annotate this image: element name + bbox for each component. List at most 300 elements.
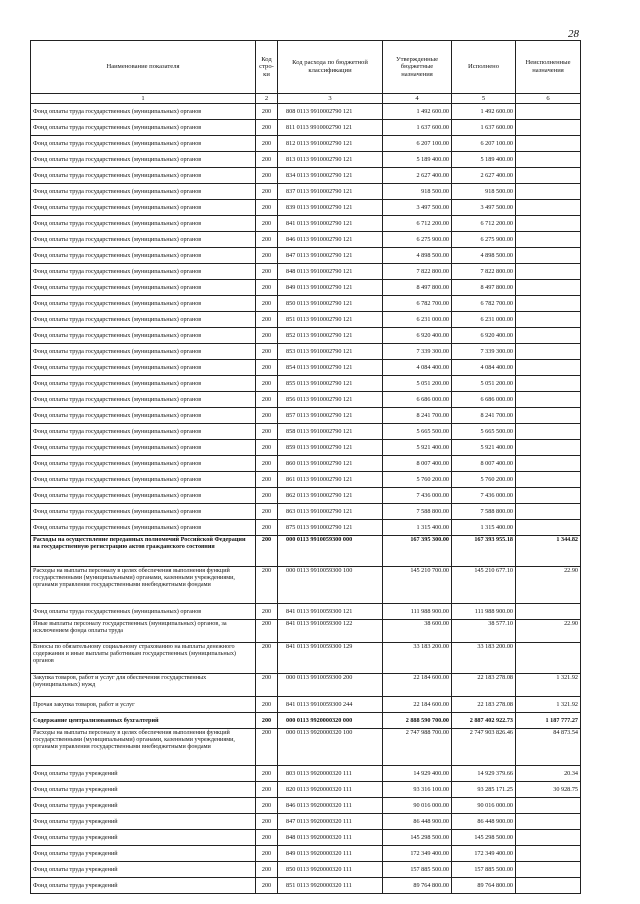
row-unexecuted (516, 862, 581, 878)
row-approved: 167 395 300.00 (383, 536, 452, 567)
row-executed: 7 436 000.00 (452, 488, 516, 504)
row-approved: 2 888 590 700.00 (383, 713, 452, 729)
row-unexecuted (516, 456, 581, 472)
row-executed: 6 712 200.00 (452, 216, 516, 232)
row-unexecuted (516, 280, 581, 296)
page-number: 28 (568, 28, 579, 40)
row-name: Закупка товаров, работ и услуг для обеспечения государственных (муниципальных) нужд (31, 674, 256, 697)
row-expense-code: 862 0113 9910002790 121 (278, 488, 383, 504)
row-line-code: 200 (256, 264, 278, 280)
table-row (31, 200, 581, 216)
row-unexecuted (516, 643, 581, 674)
row-expense-code: 860 0113 9910002790 121 (278, 456, 383, 472)
row-expense-code: 851 0113 9910002790 121 (278, 312, 383, 328)
row-executed: 5 921 400.00 (452, 440, 516, 456)
row-approved: 8 007 400.00 (383, 456, 452, 472)
row-name: Расходы на выплаты персоналу в целях обеспечения выполнения функций государственными (муниципальными) органами, казенными учреждениями, органами управления государственными внебюджетными фондами (31, 729, 256, 766)
row-unexecuted (516, 408, 581, 424)
table-row (31, 440, 581, 456)
table-row (31, 120, 581, 136)
row-name: Фонд оплаты труда государственных (муниципальных) органов (31, 376, 256, 392)
row-line-code: 200 (256, 520, 278, 536)
row-expense-code: 837 0113 9910002790 121 (278, 184, 383, 200)
column-number: 6 (516, 94, 581, 104)
row-name: Фонд оплаты труда государственных (муниципальных) органов (31, 216, 256, 232)
row-expense-code: 846 0113 9910002790 121 (278, 232, 383, 248)
column-number: 4 (383, 94, 452, 104)
row-approved: 6 275 900.00 (383, 232, 452, 248)
row-expense-code: 855 0113 9910002790 121 (278, 376, 383, 392)
row-executed: 5 051 200.00 (452, 376, 516, 392)
row-name: Фонд оплаты труда учреждений (31, 846, 256, 862)
row-name: Фонд оплаты труда государственных (муниципальных) органов (31, 312, 256, 328)
table-row (31, 216, 581, 232)
row-name: Фонд оплаты труда государственных (муниципальных) органов (31, 264, 256, 280)
row-approved: 111 988 900.00 (383, 604, 452, 620)
table-row (31, 392, 581, 408)
table-row (31, 674, 581, 697)
row-approved: 157 885 500.00 (383, 862, 452, 878)
row-executed: 157 885 500.00 (452, 862, 516, 878)
row-unexecuted (516, 520, 581, 536)
table-row (31, 536, 581, 567)
row-approved: 8 241 700.00 (383, 408, 452, 424)
row-unexecuted (516, 312, 581, 328)
table-row (31, 878, 581, 894)
row-line-code: 200 (256, 216, 278, 232)
row-line-code: 200 (256, 814, 278, 830)
row-line-code: 200 (256, 782, 278, 798)
row-line-code: 200 (256, 798, 278, 814)
row-line-code: 200 (256, 536, 278, 567)
row-executed: 6 920 400.00 (452, 328, 516, 344)
table-row (31, 713, 581, 729)
row-unexecuted (516, 232, 581, 248)
row-expense-code: 812 0113 9910002790 121 (278, 136, 383, 152)
row-line-code: 200 (256, 200, 278, 216)
table-row (31, 328, 581, 344)
row-unexecuted (516, 248, 581, 264)
row-approved: 6 207 100.00 (383, 136, 452, 152)
table-row (31, 520, 581, 536)
row-name: Иные выплаты персоналу государственных (муниципальных) органов, за исключением фонда оплаты труда (31, 620, 256, 643)
row-unexecuted (516, 152, 581, 168)
row-expense-code: 847 0113 9910002790 121 (278, 248, 383, 264)
table-row (31, 312, 581, 328)
row-executed: 86 448 900.00 (452, 814, 516, 830)
row-expense-code: 853 0113 9910002790 121 (278, 344, 383, 360)
row-unexecuted (516, 440, 581, 456)
row-name: Взносы по обязательному социальному страхованию на выплаты денежного содержания и иные выплаты работникам государственных (муниципальных) органов (31, 643, 256, 674)
table-row (31, 168, 581, 184)
row-executed: 22 183 278.08 (452, 697, 516, 713)
table-row (31, 264, 581, 280)
row-line-code: 200 (256, 408, 278, 424)
row-expense-code: 808 0113 9910002790 121 (278, 104, 383, 120)
row-line-code: 200 (256, 168, 278, 184)
row-name: Фонд оплаты труда государственных (муниципальных) органов (31, 120, 256, 136)
row-approved: 8 497 800.00 (383, 280, 452, 296)
table-row (31, 697, 581, 713)
row-line-code: 200 (256, 674, 278, 697)
row-name: Фонд оплаты труда государственных (муниципальных) органов (31, 152, 256, 168)
row-unexecuted (516, 360, 581, 376)
row-unexecuted (516, 504, 581, 520)
row-approved: 1 492 600.00 (383, 104, 452, 120)
row-name: Фонд оплаты труда государственных (муниципальных) органов (31, 408, 256, 424)
row-expense-code: 859 0113 9910002790 121 (278, 440, 383, 456)
row-unexecuted: 84 873.54 (516, 729, 581, 766)
row-unexecuted: 1 321.92 (516, 674, 581, 697)
row-approved: 918 500.00 (383, 184, 452, 200)
row-line-code: 200 (256, 472, 278, 488)
table-row (31, 456, 581, 472)
row-executed: 111 988 900.00 (452, 604, 516, 620)
row-expense-code: 834 0113 9910002790 121 (278, 168, 383, 184)
row-line-code: 200 (256, 456, 278, 472)
row-approved: 5 189 400.00 (383, 152, 452, 168)
table-row (31, 488, 581, 504)
row-expense-code: 841 0113 9910059300 122 (278, 620, 383, 643)
row-line-code: 200 (256, 376, 278, 392)
row-name: Фонд оплаты труда учреждений (31, 766, 256, 782)
row-expense-code: 875 0113 9910002790 121 (278, 520, 383, 536)
budget-execution-table (30, 40, 581, 894)
row-line-code: 200 (256, 344, 278, 360)
row-expense-code: 000 0113 9920000320 100 (278, 729, 383, 766)
row-expense-code: 846 0113 9920000320 111 (278, 798, 383, 814)
row-unexecuted (516, 328, 581, 344)
row-name: Фонд оплаты труда государственных (муниципальных) органов (31, 168, 256, 184)
row-expense-code: 841 0113 9910059300 129 (278, 643, 383, 674)
row-unexecuted (516, 830, 581, 846)
row-executed: 918 500.00 (452, 184, 516, 200)
row-approved: 4 898 500.00 (383, 248, 452, 264)
column-number: 5 (452, 94, 516, 104)
table-row (31, 504, 581, 520)
header-expense-code: Код расхода по бюджетной классификации (278, 41, 383, 94)
row-executed: 7 339 300.00 (452, 344, 516, 360)
row-unexecuted (516, 184, 581, 200)
row-name: Расходы на осуществление переданных полномочий Российской Федерации на государственную регистрацию актов гражданского состояния (31, 536, 256, 567)
row-approved: 22 184 600.00 (383, 697, 452, 713)
row-unexecuted (516, 424, 581, 440)
row-approved: 172 349 400.00 (383, 846, 452, 862)
row-expense-code: 000 0113 9910059300 200 (278, 674, 383, 697)
table-row (31, 830, 581, 846)
row-line-code: 200 (256, 643, 278, 674)
row-unexecuted: 1 344.82 (516, 536, 581, 567)
row-line-code: 200 (256, 104, 278, 120)
table-row (31, 814, 581, 830)
row-approved: 2 747 988 700.00 (383, 729, 452, 766)
row-name: Содержание централизованных бухгалтерий (31, 713, 256, 729)
row-expense-code: 857 0113 9910002790 121 (278, 408, 383, 424)
row-line-code: 200 (256, 248, 278, 264)
row-expense-code: 841 0113 9910002790 121 (278, 216, 383, 232)
row-name: Фонд оплаты труда государственных (муниципальных) органов (31, 360, 256, 376)
row-name: Фонд оплаты труда государственных (муниципальных) органов (31, 520, 256, 536)
row-approved: 14 929 400.00 (383, 766, 452, 782)
table-row (31, 376, 581, 392)
table-row (31, 232, 581, 248)
row-executed: 1 315 400.00 (452, 520, 516, 536)
row-line-code: 200 (256, 312, 278, 328)
row-line-code: 200 (256, 184, 278, 200)
row-name: Фонд оплаты труда государственных (муниципальных) органов (31, 184, 256, 200)
row-name: Фонд оплаты труда государственных (муниципальных) органов (31, 488, 256, 504)
row-approved: 145 210 700.00 (383, 567, 452, 604)
row-executed: 89 764 800.00 (452, 878, 516, 894)
row-approved: 90 016 000.00 (383, 798, 452, 814)
row-line-code: 200 (256, 440, 278, 456)
row-line-code: 200 (256, 488, 278, 504)
row-name: Фонд оплаты труда учреждений (31, 814, 256, 830)
row-unexecuted (516, 104, 581, 120)
table-row (31, 472, 581, 488)
column-number: 2 (256, 94, 278, 104)
table-row (31, 296, 581, 312)
row-name: Фонд оплаты труда государственных (муниципальных) органов (31, 328, 256, 344)
table-row (31, 344, 581, 360)
row-unexecuted (516, 296, 581, 312)
row-name: Фонд оплаты труда государственных (муниципальных) органов (31, 440, 256, 456)
row-unexecuted: 1 321.92 (516, 697, 581, 713)
row-line-code: 200 (256, 504, 278, 520)
row-executed: 145 298 500.00 (452, 830, 516, 846)
column-number: 3 (278, 94, 383, 104)
row-executed: 5 665 500.00 (452, 424, 516, 440)
row-line-code: 200 (256, 620, 278, 643)
row-name: Фонд оплаты труда государственных (муниципальных) органов (31, 232, 256, 248)
table-row (31, 424, 581, 440)
row-name: Фонд оплаты труда учреждений (31, 862, 256, 878)
row-line-code: 200 (256, 846, 278, 862)
row-approved: 93 316 100.00 (383, 782, 452, 798)
row-executed: 6 686 000.00 (452, 392, 516, 408)
row-expense-code: 000 0113 9910059300 100 (278, 567, 383, 604)
table-row (31, 643, 581, 674)
row-name: Фонд оплаты труда государственных (муниципальных) органов (31, 104, 256, 120)
row-unexecuted: 22.90 (516, 620, 581, 643)
row-executed: 33 183 200.00 (452, 643, 516, 674)
row-name: Прочая закупка товаров, работ и услуг (31, 697, 256, 713)
row-unexecuted (516, 846, 581, 862)
table-header-row (31, 41, 581, 94)
row-unexecuted: 20.34 (516, 766, 581, 782)
row-expense-code: 863 0113 9910002790 121 (278, 504, 383, 520)
row-line-code: 200 (256, 328, 278, 344)
row-name: Фонд оплаты труда учреждений (31, 878, 256, 894)
row-name: Фонд оплаты труда государственных (муниципальных) органов (31, 424, 256, 440)
row-executed: 172 349 400.00 (452, 846, 516, 862)
table-row (31, 248, 581, 264)
row-name: Фонд оплаты труда государственных (муниципальных) органов (31, 456, 256, 472)
row-approved: 4 084 400.00 (383, 360, 452, 376)
row-executed: 7 822 800.00 (452, 264, 516, 280)
row-unexecuted: 1 187 777.27 (516, 713, 581, 729)
row-approved: 3 497 500.00 (383, 200, 452, 216)
row-executed: 1 492 600.00 (452, 104, 516, 120)
row-unexecuted (516, 168, 581, 184)
row-executed: 2 627 400.00 (452, 168, 516, 184)
header-indicator-name: Наименование показателя (31, 41, 256, 94)
header-line-code: Код стро-ки (256, 41, 278, 94)
table-row (31, 862, 581, 878)
row-executed: 8 497 800.00 (452, 280, 516, 296)
row-line-code: 200 (256, 729, 278, 766)
table-row (31, 152, 581, 168)
row-expense-code: 849 0113 9920000320 111 (278, 846, 383, 862)
row-unexecuted (516, 472, 581, 488)
row-line-code: 200 (256, 120, 278, 136)
row-executed: 6 207 100.00 (452, 136, 516, 152)
row-name: Фонд оплаты труда учреждений (31, 782, 256, 798)
row-line-code: 200 (256, 862, 278, 878)
row-unexecuted (516, 878, 581, 894)
row-unexecuted: 30 928.75 (516, 782, 581, 798)
row-name: Фонд оплаты труда государственных (муниципальных) органов (31, 604, 256, 620)
row-unexecuted (516, 136, 581, 152)
row-expense-code: 856 0113 9910002790 121 (278, 392, 383, 408)
header-executed: Исполнено (452, 41, 516, 94)
row-approved: 5 921 400.00 (383, 440, 452, 456)
row-line-code: 200 (256, 392, 278, 408)
row-unexecuted (516, 344, 581, 360)
row-line-code: 200 (256, 360, 278, 376)
row-approved: 22 184 600.00 (383, 674, 452, 697)
header-approved: Утвержденные бюджетные назначения (383, 41, 452, 94)
row-expense-code: 851 0113 9920000320 111 (278, 878, 383, 894)
row-executed: 4 898 500.00 (452, 248, 516, 264)
row-line-code: 200 (256, 280, 278, 296)
table-row (31, 184, 581, 200)
row-approved: 5 051 200.00 (383, 376, 452, 392)
row-expense-code: 811 0113 9910002790 121 (278, 120, 383, 136)
row-expense-code: 850 0113 9920000320 111 (278, 862, 383, 878)
row-expense-code: 850 0113 9910002790 121 (278, 296, 383, 312)
column-number-row (31, 94, 581, 104)
row-expense-code: 849 0113 9910002790 121 (278, 280, 383, 296)
row-expense-code: 858 0113 9910002790 121 (278, 424, 383, 440)
row-unexecuted (516, 200, 581, 216)
row-unexecuted (516, 392, 581, 408)
row-executed: 14 929 379.66 (452, 766, 516, 782)
row-executed: 6 275 900.00 (452, 232, 516, 248)
row-executed: 7 588 800.00 (452, 504, 516, 520)
row-line-code: 200 (256, 697, 278, 713)
row-name: Фонд оплаты труда учреждений (31, 830, 256, 846)
row-expense-code: 848 0113 9910002790 121 (278, 264, 383, 280)
row-expense-code: 000 0113 9920000320 000 (278, 713, 383, 729)
row-approved: 6 231 000.00 (383, 312, 452, 328)
row-executed: 90 016 000.00 (452, 798, 516, 814)
table-row (31, 798, 581, 814)
row-expense-code: 820 0113 9920000320 111 (278, 782, 383, 798)
row-approved: 7 822 800.00 (383, 264, 452, 280)
row-unexecuted (516, 376, 581, 392)
table-row (31, 280, 581, 296)
row-expense-code: 852 0113 9910002790 121 (278, 328, 383, 344)
table-row (31, 729, 581, 766)
row-unexecuted (516, 216, 581, 232)
row-name: Фонд оплаты труда государственных (муниципальных) органов (31, 344, 256, 360)
row-unexecuted (516, 798, 581, 814)
row-unexecuted (516, 604, 581, 620)
table-row (31, 620, 581, 643)
row-approved: 1 637 600.00 (383, 120, 452, 136)
row-executed: 4 084 400.00 (452, 360, 516, 376)
row-approved: 7 339 300.00 (383, 344, 452, 360)
row-approved: 6 686 000.00 (383, 392, 452, 408)
row-line-code: 200 (256, 713, 278, 729)
row-executed: 8 007 400.00 (452, 456, 516, 472)
row-approved: 38 600.00 (383, 620, 452, 643)
row-approved: 1 315 400.00 (383, 520, 452, 536)
row-name: Фонд оплаты труда государственных (муниципальных) органов (31, 296, 256, 312)
row-expense-code: 854 0113 9910002790 121 (278, 360, 383, 376)
table-row (31, 567, 581, 604)
row-executed: 93 285 171.25 (452, 782, 516, 798)
row-approved: 7 436 000.00 (383, 488, 452, 504)
row-name: Фонд оплаты труда государственных (муниципальных) органов (31, 248, 256, 264)
row-unexecuted: 22.90 (516, 567, 581, 604)
row-executed: 6 782 700.00 (452, 296, 516, 312)
row-name: Фонд оплаты труда государственных (муниципальных) органов (31, 280, 256, 296)
row-executed: 1 637 600.00 (452, 120, 516, 136)
row-executed: 22 183 278.08 (452, 674, 516, 697)
row-line-code: 200 (256, 136, 278, 152)
row-executed: 38 577.10 (452, 620, 516, 643)
row-line-code: 200 (256, 152, 278, 168)
row-approved: 6 712 200.00 (383, 216, 452, 232)
row-unexecuted (516, 120, 581, 136)
row-approved: 89 764 800.00 (383, 878, 452, 894)
row-expense-code: 000 0113 9910059300 000 (278, 536, 383, 567)
row-expense-code: 847 0113 9920000320 111 (278, 814, 383, 830)
row-name: Фонд оплаты труда государственных (муниципальных) органов (31, 136, 256, 152)
row-unexecuted (516, 264, 581, 280)
table-row (31, 136, 581, 152)
column-number: 1 (31, 94, 256, 104)
row-executed: 167 393 955.18 (452, 536, 516, 567)
row-executed: 5 189 400.00 (452, 152, 516, 168)
row-expense-code: 841 0113 9910059300 244 (278, 697, 383, 713)
row-approved: 5 665 500.00 (383, 424, 452, 440)
row-approved: 6 782 700.00 (383, 296, 452, 312)
row-name: Фонд оплаты труда учреждений (31, 798, 256, 814)
row-line-code: 200 (256, 424, 278, 440)
row-approved: 33 183 200.00 (383, 643, 452, 674)
row-expense-code: 841 0113 9910059300 121 (278, 604, 383, 620)
header-unexecuted: Неисполненные назначения (516, 41, 581, 94)
row-approved: 2 627 400.00 (383, 168, 452, 184)
row-approved: 7 588 800.00 (383, 504, 452, 520)
table-row (31, 408, 581, 424)
row-unexecuted (516, 814, 581, 830)
row-expense-code: 839 0113 9910002790 121 (278, 200, 383, 216)
row-executed: 5 760 200.00 (452, 472, 516, 488)
row-line-code: 200 (256, 296, 278, 312)
row-line-code: 200 (256, 830, 278, 846)
row-expense-code: 813 0113 9910002790 121 (278, 152, 383, 168)
table-row (31, 846, 581, 862)
row-expense-code: 861 0113 9910002790 121 (278, 472, 383, 488)
row-approved: 5 760 200.00 (383, 472, 452, 488)
row-line-code: 200 (256, 766, 278, 782)
row-name: Фонд оплаты труда государственных (муниципальных) органов (31, 392, 256, 408)
row-executed: 145 210 677.10 (452, 567, 516, 604)
